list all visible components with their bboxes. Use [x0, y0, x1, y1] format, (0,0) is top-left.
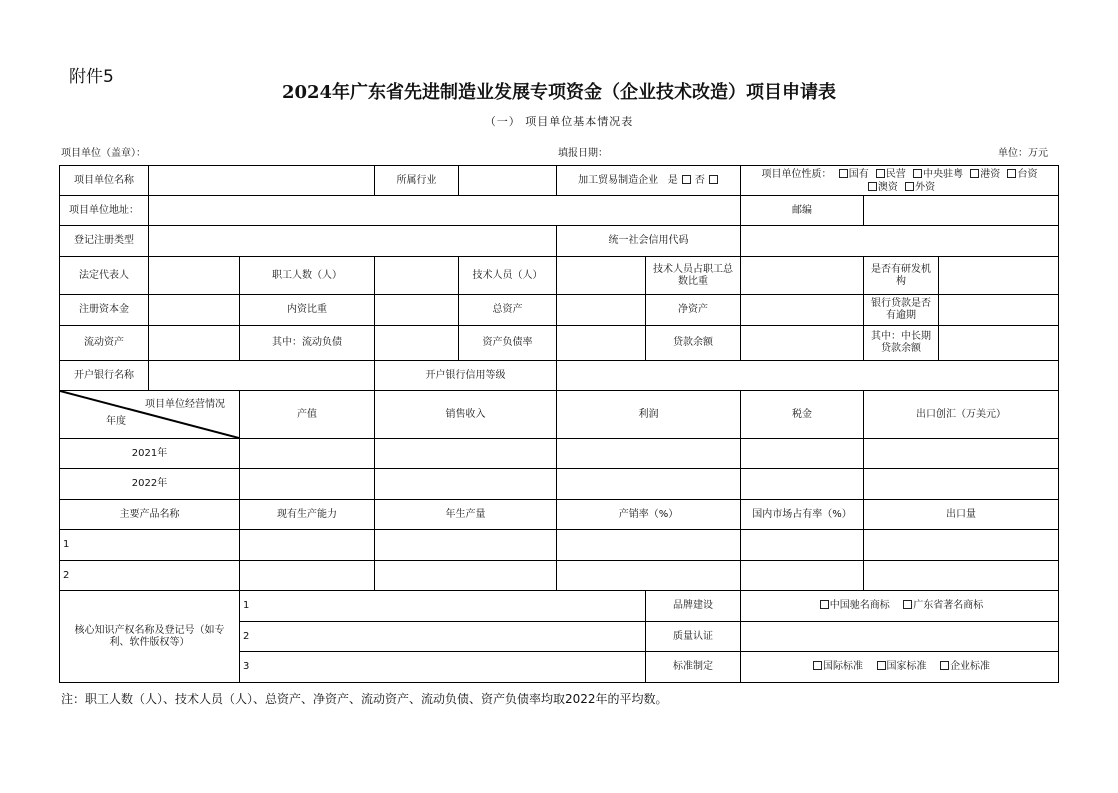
hk-checkbox[interactable] — [970, 169, 979, 178]
ops-field[interactable] — [240, 439, 375, 469]
central-checkbox[interactable] — [913, 169, 922, 178]
standard-label: 标准制定 — [646, 652, 741, 683]
product-name-label: 主要产品名称 — [60, 500, 240, 530]
product-field[interactable] — [557, 530, 741, 561]
table-row — [60, 166, 1059, 196]
ops-field[interactable] — [864, 469, 1059, 500]
ops-col-header: 销售收入 — [375, 391, 557, 439]
table-row — [60, 326, 1059, 361]
table-row — [60, 391, 1059, 439]
ops-col-header: 利润 — [557, 391, 741, 439]
postcode-field[interactable] — [864, 196, 1059, 226]
rd-org-label: 是否有研发机构 — [864, 257, 939, 295]
ops-field[interactable] — [864, 439, 1059, 469]
table-row — [60, 500, 1059, 530]
ip-label: 核心知识产权名称及登记号（如专利、软件版权等） — [60, 591, 240, 683]
table-row — [60, 469, 1059, 500]
brand-options — [741, 591, 1059, 622]
intl-standard-checkbox[interactable] — [813, 661, 822, 670]
ops-field[interactable] — [240, 469, 375, 500]
brand-label: 品牌建设 — [646, 591, 741, 622]
bank-rating-label: 开户银行信用等级 — [375, 361, 557, 391]
product-col-header: 产销率（%） — [557, 500, 741, 530]
standard-option: 国家标准 — [886, 661, 927, 672]
product-field[interactable] — [375, 561, 557, 591]
yes-label: 是 — [667, 174, 678, 186]
form-subtitle: （一） 项目单位基本情况表 — [484, 115, 634, 128]
net-assets-field[interactable] — [741, 295, 864, 326]
product-field[interactable] — [240, 561, 375, 591]
macau-checkbox[interactable] — [868, 182, 877, 191]
standard-option: 企业标准 — [950, 661, 991, 672]
state-owned-checkbox[interactable] — [839, 169, 848, 178]
brand-option: 中国驰名商标 — [829, 600, 890, 611]
ops-diag-bottom-label: 年度 — [106, 416, 126, 427]
domestic-ratio-label: 内资比重 — [240, 295, 375, 326]
ops-col-header: 产值 — [240, 391, 375, 439]
table-row — [60, 196, 1059, 226]
ops-field[interactable] — [557, 439, 741, 469]
tech-ratio-label: 技术人员占职工总数比重 — [646, 257, 741, 295]
product-field[interactable] — [741, 561, 864, 591]
no-checkbox[interactable] — [709, 175, 718, 184]
reg-capital-field[interactable] — [149, 295, 240, 326]
year-label: 2021年 — [60, 439, 240, 469]
ip-row-number[interactable]: 2 — [240, 622, 646, 652]
ops-field[interactable] — [375, 469, 557, 500]
quality-label: 质量认证 — [646, 622, 741, 652]
loan-balance-field[interactable] — [741, 326, 864, 361]
famous-mark-checkbox[interactable] — [903, 600, 912, 609]
processing-trade-cell — [557, 166, 741, 196]
current-assets-field[interactable] — [149, 326, 240, 361]
total-assets-field[interactable] — [557, 295, 646, 326]
ops-field[interactable] — [375, 439, 557, 469]
legal-rep-label: 法定代表人 — [60, 257, 149, 295]
current-assets-label: 流动资产 — [60, 326, 149, 361]
quality-field[interactable] — [741, 622, 1059, 652]
product-field[interactable] — [375, 530, 557, 561]
debt-ratio-field[interactable] — [557, 326, 646, 361]
product-field[interactable] — [741, 530, 864, 561]
no-label: 否 — [694, 174, 705, 186]
legal-rep-field[interactable] — [149, 257, 240, 295]
year-label: 2022年 — [60, 469, 240, 500]
bank-name-label: 开户银行名称 — [60, 361, 149, 391]
product-row-number: 2 — [60, 561, 240, 591]
credit-code-label: 统一社会信用代码 — [557, 226, 741, 257]
ops-field[interactable] — [557, 469, 741, 500]
nature-option: 民营 — [885, 168, 906, 180]
brand-option: 广东省著名商标 — [913, 600, 984, 611]
table-row — [60, 439, 1059, 469]
product-col-header: 现有生产能力 — [240, 500, 375, 530]
reg-type-field[interactable] — [149, 226, 557, 257]
ops-diagonal-header — [60, 391, 240, 439]
unit-name-label: 项目单位名称 — [60, 166, 149, 196]
address-label: 项目单位地址： — [60, 196, 149, 226]
industry-label: 所属行业 — [375, 166, 459, 196]
nature-option: 台资 — [1017, 168, 1038, 180]
industry-field[interactable] — [459, 166, 557, 196]
nature-option: 国有 — [848, 168, 869, 180]
product-col-header: 国内市场占有率（%） — [741, 500, 864, 530]
reg-capital-label: 注册资本金 — [60, 295, 149, 326]
well-known-mark-checkbox[interactable] — [820, 600, 829, 609]
attachment-label: 附件5 — [69, 67, 114, 87]
loan-overdue-field[interactable] — [939, 295, 1059, 326]
address-field[interactable] — [149, 196, 741, 226]
unit-nature-label: 项目单位性质： — [761, 168, 832, 180]
table-row — [60, 361, 1059, 391]
net-assets-label: 净资产 — [646, 295, 741, 326]
rd-org-field[interactable] — [939, 257, 1059, 295]
nature-option: 中央驻粤 — [923, 168, 964, 180]
standard-options — [741, 652, 1059, 683]
tw-checkbox[interactable] — [1007, 169, 1016, 178]
table-row — [60, 561, 1059, 591]
private-checkbox[interactable] — [876, 169, 885, 178]
ops-col-header: 税金 — [741, 391, 864, 439]
nature-option: 外资 — [915, 181, 936, 193]
domestic-ratio-field[interactable] — [375, 295, 459, 326]
product-field[interactable] — [864, 530, 1059, 561]
bank-name-field[interactable] — [149, 361, 375, 391]
nature-option: 港资 — [980, 168, 1001, 180]
table-row — [60, 226, 1059, 257]
application-form-table — [59, 165, 1059, 683]
current-liab-label: 其中：流动负债 — [240, 326, 375, 361]
table-row — [60, 295, 1059, 326]
nature-option: 澳资 — [877, 181, 898, 193]
ip-row-number[interactable]: 3 — [240, 652, 646, 683]
processing-trade-label: 加工贸易制造企业 — [578, 174, 659, 186]
ops-field[interactable] — [741, 439, 864, 469]
product-row-number: 1 — [60, 530, 240, 561]
foreign-checkbox[interactable] — [905, 182, 914, 191]
employees-field[interactable] — [375, 257, 459, 295]
employees-label: 职工人数（人） — [240, 257, 375, 295]
ip-row-number[interactable]: 1 — [240, 591, 646, 622]
loan-balance-label: 贷款余额 — [646, 326, 741, 361]
product-col-header: 年生产量 — [375, 500, 557, 530]
long-loan-field[interactable] — [939, 326, 1059, 361]
loan-overdue-label: 银行贷款是否有逾期 — [864, 295, 939, 326]
credit-code-field[interactable] — [741, 226, 1059, 257]
enterprise-standard-checkbox[interactable] — [940, 661, 949, 670]
standard-option: 国际标准 — [822, 661, 863, 672]
tech-staff-field[interactable] — [557, 257, 646, 295]
product-field[interactable] — [240, 530, 375, 561]
unit-name-field[interactable] — [149, 166, 375, 196]
form-title: 2024年广东省先进制造业发展专项资金（企业技术改造）项目申请表 — [281, 82, 837, 103]
product-field[interactable] — [557, 561, 741, 591]
total-assets-label: 总资产 — [459, 295, 557, 326]
reg-type-label: 登记注册类型 — [60, 226, 149, 257]
ops-diag-top-label: 项目单位经营情况 — [145, 399, 225, 410]
table-row — [60, 257, 1059, 295]
fill-date-label: 填报日期： — [558, 148, 608, 159]
bank-rating-field[interactable] — [557, 361, 1059, 391]
money-unit-label: 单位：万元 — [998, 148, 1048, 159]
product-col-header: 出口量 — [864, 500, 1059, 530]
tech-ratio-field[interactable] — [741, 257, 864, 295]
yes-checkbox[interactable] — [682, 175, 691, 184]
table-row — [60, 530, 1059, 561]
postcode-label: 邮编 — [741, 196, 864, 226]
ops-col-header: 出口创汇（万美元） — [864, 391, 1059, 439]
ops-field[interactable] — [741, 469, 864, 500]
unit-seal-label: 项目单位（盖章）： — [61, 148, 146, 159]
current-liab-field[interactable] — [375, 326, 459, 361]
unit-nature-cell — [741, 166, 1059, 196]
tech-staff-label: 技术人员（人） — [459, 257, 557, 295]
table-row — [60, 591, 1059, 622]
footnote: 注：职工人数（人）、技术人员（人）、总资产、净资产、流动资产、流动负债、资产负债率均取2022年的平均数。 — [61, 692, 668, 706]
long-loan-label: 其中：中长期贷款余额 — [864, 326, 939, 361]
product-field[interactable] — [864, 561, 1059, 591]
debt-ratio-label: 资产负债率 — [459, 326, 557, 361]
national-standard-checkbox[interactable] — [877, 661, 886, 670]
